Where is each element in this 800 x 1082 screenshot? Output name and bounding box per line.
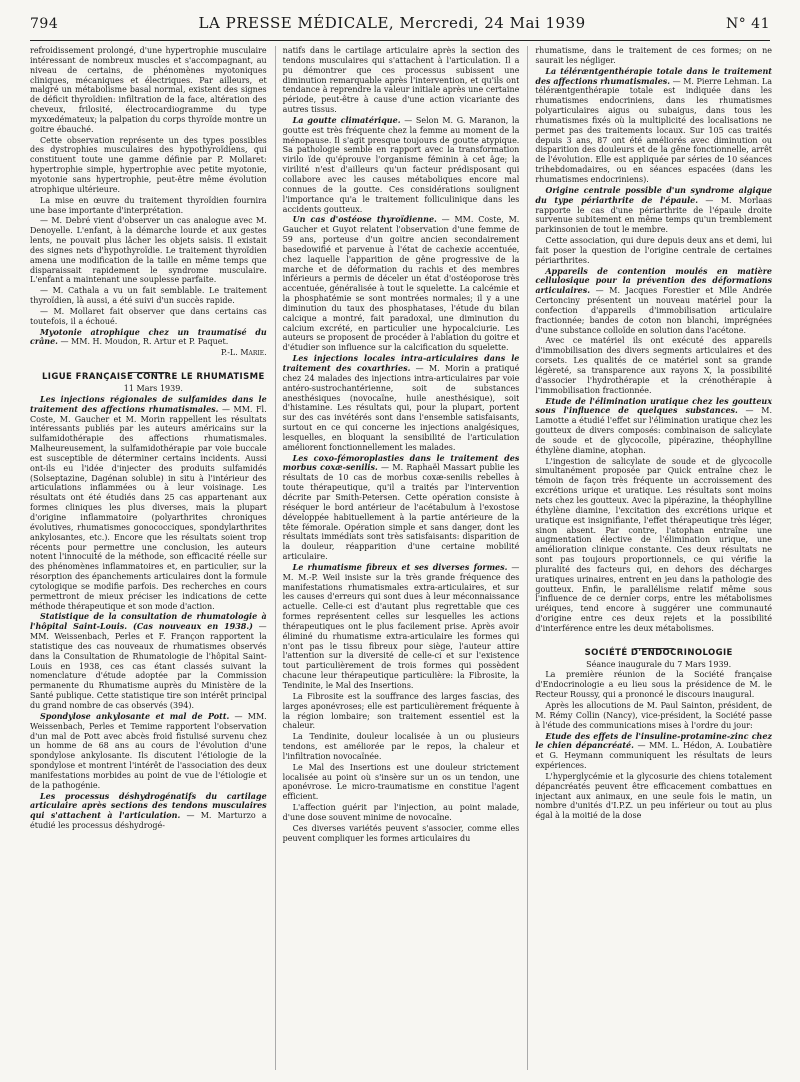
article-title: Les injections locales intra-articulaires dans le traitement des coxarthries. bbox=[282, 353, 520, 373]
article-title: Origine centrale possible d'un syndrome algique du type périarthrite de l'épaule. bbox=[535, 184, 773, 205]
paragraph: rhumatisme, dans le traitement de ces formes; on ne saurait les négliger. bbox=[535, 46, 773, 65]
article-title: Spondylose ankylosante et mal de Pott. bbox=[40, 710, 230, 721]
article-entry bbox=[535, 267, 772, 336]
article-authors: — MM. H. Moudon, R. Artur et P. Paquet. bbox=[57, 337, 229, 347]
paragraph: — M. Debré vient d'observer un cas analogue avec M. Denoyelle. L'enfant, à la démarche lourde et aux gestes lents, ne pouvait plus lâcher les objets saisis. Il existait des signes nets d'hypothyroïdie. Le traitement thyroïdien amena une modification de la taille en même temps que disparaissait rapidement le syndrome musculaire. L'enfant a maintenant une souplesse parfaite. bbox=[30, 216, 267, 285]
article-entry bbox=[30, 612, 267, 710]
column-right bbox=[527, 46, 772, 1070]
article-entry bbox=[283, 354, 520, 452]
article-body: — MM. Weissenbach, Perles et F. Françon rapportent la statistique des cas nouveaux de rhumatismes observés dans la Consultation de Rhumatologie de l'hôpital Saint-Louis en 1938, ces cas étant classés suivant la nomenclature d'étude adoptée par la Commission permanente du Rhumatisme auprès du Ministère de la Santé publique. Cette statistique tire son intérêt principal du grand nombre de cas observés (394). bbox=[30, 622, 267, 710]
article-entry bbox=[30, 328, 267, 348]
article-body: — M. Morin a pratiqué chez 24 malades des injections intra-articulaires par voie antéro-sustrochantérienne, soit de substances anesthésiques (novocaïne, huile anesthésique), soit d'histamine. Les résultats qui, pour la plupart, portent sur des cas invétérés sont dans l'ensemble satisfaisants, surtout en ce qui concerne les injections analgésiques, lesquelles, en bloquant la sensibilité de l'articulation améliorent fonctionnellement les malades. bbox=[282, 364, 520, 452]
paragraph: — M. Mollaret fait observer que dans certains cas toutefois, il a échoué. bbox=[30, 306, 267, 326]
article-body: — M. Pierre Lehman. La téléræntgenthérapie totale est indiquée dans les rhumatismes endocriniens, dans les rhumatismes polyarticulaires aigus ou subaigus, dans tous les rhumatismes fixés où la multiplicité des localisations ne permet pas des traitements locaux. Sur 105 cas traités depuis 3 ans, 87 ont été améliorés avec diminution ou disparition des douleurs et de la gêne fonctionnelle, arrêt de l'évolution. Elle est appliquée par séries de 10 séances trihebdomadaires, ou en séances espacées (dans les rhumatismes endocriniens). bbox=[535, 76, 773, 184]
article-title: Les coxo-fémoroplasties dans le traitement des morbus coxæ-senilis. bbox=[282, 452, 520, 473]
paragraph: La Tendinite, douleur localisée à un ou plusieurs tendons, est améliorée par le repos, la chaleur et l'infiltration novocaïnée. bbox=[282, 732, 520, 761]
article-entry bbox=[535, 397, 772, 456]
paragraph: L'affection guérit par l'injection, au point malade, d'une dose souvent minime de novocaïne. bbox=[282, 803, 520, 822]
article-title: Le rhumatisme fibreux et ses diverses formes. bbox=[292, 561, 508, 572]
issue-number: N° 41 bbox=[725, 16, 770, 32]
article-entry bbox=[30, 792, 267, 831]
paragraph: refroidissement prolongé, d'une hypertrophie musculaire intéressant de nombreux muscles et s'accompagnant, au niveau de certains, de phénomènes myotoniques cliniques, mécaniques et électriques. Par ailleurs, et malgré un métabolisme basal normal, existent des signes de déficit thyroïdien: infiltration de la face, altération des cheveux, frilosité, électrocardiogramme du type myxœdémateux; la palpation du corps thyroïde montre un goitre ébauché. bbox=[30, 46, 267, 134]
paragraph: L'hyperglycémie et la glycosurie des chiens totalement dépancréatés peuvent être efficacement combattues en injectant aux animaux, en une seule fois le matin, un nombre d'unités d'I.P.Z. un peu inférieur ou tout au plus égal à la moitié de la dose bbox=[535, 771, 773, 821]
column-middle bbox=[275, 46, 520, 1070]
paragraph: La mise en œuvre du traitement thyroïdien fournira une base importante d'interprétation. bbox=[30, 195, 267, 215]
article-entry bbox=[283, 116, 520, 214]
signature: P.-L. Marie. bbox=[220, 348, 267, 358]
paragraph: Cette observation représente un des types possibles des dystrophies musculaires des hypothyroïdiens, qui constituent toute une gamme définie par P. Mollaret: hypertrophie simple, hypertrophie avec petite myotonie, myotonie sans hypertrophie, peut-être même évolution atrophique ultérieure. bbox=[30, 135, 267, 194]
journal-title: LA PRESSE MÉDICALE, Mercredi, 24 Mai 1939 bbox=[198, 14, 586, 32]
paragraph: L'ingestion de salicylate de soude et de glycocolle simultanément proposée par Quick entraîne chez le témoin de façon très fréquente un accroissement des excrétions urique et uratique. Les résultats sont moins nets chez les goutteux. Avec la pipérazine, la théophylline éthylène diamine, l'excitation des excrétions urique et uratique est insignifiante, l'effet thérapeutique très léger, sinon absent. Par contre, l'atophan entraîne une augmentation élective de l'élimination urique, une amélioration clinique constante. Ces deux résultats ne sont pas toujours proportionnels, ce qui vérifie la pluralité des facteurs qui, en dehors des décharges uratiques urinaires, entrent en jeu dans la pathologie des goutteux. Enfin, le parallélisme relatif même sous l'influence de ce dernier corps, entre les métabolismes uréiques, tend encore à suggérer une communauté d'origine entre ces deux rejets et la possibilité d'interférence entre les deux métabolismes. bbox=[535, 456, 773, 633]
article-body: — M. M.-P. Weil insiste sur la très grande fréquence des manifestations rhumatismales extra-articulaires, et sur les causes d'erreurs qui sont dues à leur méconnaissance actuelle. Celle-ci est d'autant plus regrettable que ces formes représentent celles sur lesquelles les actions thérapeutiques ont le plus facilement prise. Après avoir éliminé du rhumatisme extra-articulaire les formes qui n'ont pas le tissu fibreux pour siège, l'auteur attire l'attention sur la diversité de celle-ci et sur l'existence tout particulièrement de trois formes qui possèdent chacune leur thérapeutique particulière: la Fibrosite, la Tendinite, le Mal des Insertions. bbox=[282, 562, 520, 690]
article-body: — M. Marturzo a étudié les processus déshydrogé- bbox=[30, 811, 267, 831]
page-header bbox=[30, 14, 770, 41]
article-entry bbox=[535, 67, 772, 185]
article-entry bbox=[535, 186, 772, 235]
section-date: 11 Mars 1939. bbox=[123, 384, 183, 393]
article-entry bbox=[283, 215, 520, 353]
article-entry bbox=[30, 712, 267, 791]
paragraph: Avec ce matériel ils ont exécuté des appareils d'immobilisation des divers segments articulaires et des corsets. Les qualités de ce matériel sont sa grande légèreté, sa transparence aux rayons X, la possibilité d'associer l'hydrothérapie et la crénothérapie à l'immobilisation fractionnée. bbox=[535, 336, 773, 395]
article-title: Etude des effets de l'insuline-protamine-zinc chez le chien dépancréaté. bbox=[535, 730, 773, 751]
article-title: La goutte climatérique. bbox=[292, 114, 401, 125]
paragraph: Après les allocutions de M. Paul Sainton, président, de M. Rémy Collin (Nancy), vice-président, la Société passe à l'étude des communications mises à l'ordre du jour: bbox=[535, 701, 773, 730]
article-body: — MM. Weissenbach, Perles et Temime rapportent l'observation d'un mal de Pott avec abcès froid fistulisé survenu chez un homme de 68 ans au cours de l'évolution d'une spondylose ankylosante. Ils discutent l'étiologie de la spondylose et montrent l'intérêt de l'association des deux manifestations morbides au point de vue de l'étiologie et de la pathogénie. bbox=[30, 711, 267, 790]
paragraph: Le Mal des Insertions est une douleur strictement localisée au point où s'insère sur un os un tendon, une aponévrose. Le micro-traumatisme en constitue l'agent efficient. bbox=[282, 762, 520, 802]
article-title: Les processus déshydrogénatifs du cartilage articulaire après sections des tendons musculaires qui s'attachent à l'articulation. bbox=[30, 790, 267, 821]
article-body: — Selon M. G. Maranon, la goutte est très fréquente chez la femme au moment de la ménopause. Il s'agit presque toujours de goutte atypique. Sa pathologie semble en rapport avec la transformation virilo ïde qu'éprouve l'organisme féminin à cet âge; la virilité n'est d'ailleurs qu'un facteur prédisposant qui collabore avec les causes métaboliques encore mal connues de la goutte. Ces considérations soulignent l'importance qu'a le traitement folliculinique dans les accidents goutteux. bbox=[282, 115, 520, 214]
paragraph: La Fibrosite est la souffrance des larges fascias, des larges aponévroses; elle est particulièrement fréquente à la région lombaire; son traitement essentiel est la chaleur. bbox=[282, 691, 520, 731]
article-title: Statistique de la consultation de rhumatologie à l'hôpital Saint-Louis. (Cas nouveaux en 1938.) bbox=[30, 611, 267, 632]
paragraph: — M. Cathala a vu un fait semblable. Le traitement thyroïdien, là aussi, a été suivi d'un succès rapide. bbox=[30, 286, 267, 306]
article-title: Myotonie atrophique chez un traumatisé du crâne. bbox=[30, 326, 267, 347]
article-body: — M. Lamotte a étudié l'effet sur l'élimination uratique chez les goutteux de divers composés: combinaison de salicylate de soude et de glycocolle, pipérazine, théophylline éthylène diamine, atophan. bbox=[535, 406, 773, 455]
paragraph: natifs dans le cartilage articulaire après la section des tendons musculaires qui s'attachent à l'articulation. Il a pu démontrer que ces processus subissent une diminution remarquable après l'intervention, et qu'ils ont tendance à reprendre la valeur initiale après une certaine période, peut-être à cause d'une action vicariante des autres tissus. bbox=[282, 46, 520, 115]
article-body: — M. Raphaël Massart publie les résultats de 10 cas de morbus coxæ-senilis rebelles à toute thérapeutique, qu'il a traités par l'intervention décrite par Smith-Petersen. Cette opération consiste à réséquer le bord antérieur de l'acétabulum à l'exostose développée habituellement à la partie antérieure de la tête fémorale. Opération simple et sans danger, dont les résultats immédiats sont très satisfaisants: disparition de la douleur, réapparition d'une certaine mobilité articulaire. bbox=[282, 463, 520, 562]
paragraph: Cette association, qui dure depuis deux ans et demi, lui fait poser la question de l'origine centrale de certaines périarthrites. bbox=[535, 236, 773, 265]
article-entry bbox=[535, 732, 772, 771]
text-columns bbox=[30, 46, 772, 1070]
article-entry bbox=[283, 454, 520, 562]
section-heading: SOCIÉTÉ D'ENDOCRINOLOGIE bbox=[584, 647, 733, 658]
article-entry bbox=[30, 395, 267, 612]
paragraph: Ces diverses variétés peuvent s'associer, comme elles peuvent compliquer les formes articulaires du bbox=[282, 823, 520, 843]
paragraph: La première réunion de la Société française d'Endocrinologie a eu lieu sous la présidence de M. le Recteur Roussy, qui a prononcé le discours inaugural. bbox=[535, 670, 773, 700]
article-title: La téléræntgenthérapie totale dans le traitement des affections rhumatismales. bbox=[535, 65, 773, 86]
article-body: — M. Jacques Forestier et Mlle Andrée Certonciny présentent un nouveau matériel pour la confection d'appareils d'immobilisation articulaire fractionnée; bandes de coton non blanchi, imprégnées d'une substance colloïde en solution dans l'acétone. bbox=[535, 286, 773, 335]
article-entry bbox=[283, 563, 520, 691]
article-title: Etude de l'élimination uratique chez les goutteux sous l'influence de quelques substances. bbox=[535, 395, 773, 416]
article-title: Les injections régionales de sulfamides dans le traitement des affections rhumatismales. bbox=[30, 393, 267, 414]
article-body: — M. Morlaas rapporte le cas d'une périarthrite de l'épaule droite survenue subitement en même temps qu'un tremblement parkinsonien de tout le membre. bbox=[535, 195, 773, 235]
article-body: — MM. Coste, M. Gaucher et Guyot relatent l'observation d'une femme de 59 ans, porteuse d'un goitre ancien secondairement basedowifié et parvenue à l'état de cachexie accentuée, chez laquelle l'apparition de gêne progressive de la marche et de déformation du rachis et des membres inférieurs a permis de déceler un état d'ostéoporose très accentuée, généralisée à tout le squelette. La calcémie et la phosphatémie se sont montrées normales; il y a une diminution du taux des phosphatases, l'étude du bilan calcique a montré, fait paradoxal, une diminution du calcium excrété, en particulier une hypocalciurie. Les auteurs se proposent de procéder à l'ablation du goitre et d'étudier son influence sur la calcification du squelette. bbox=[282, 215, 520, 353]
article-body: — MM. L. Hédon, A. Loubatière et G. Heymann communiquent les résultats de leurs expériences. bbox=[535, 741, 773, 771]
page-number: 794 bbox=[30, 16, 59, 32]
article-title: Appareils de contention moulés en matière cellulosique pour la prévention des déformations articulaires. bbox=[535, 265, 773, 296]
article-body: — MM. Fl. Coste, M. Gaucher et M. Morin rappellent les résultats intéressants publiés par les auteurs américains sur la sulfamidothérapie des affections rhumatismales. Malheureusement, la sulfamidothérapie par voie buccale est susceptible de déterminer certains incidents. Aussi ont-ils eu l'idée d'injecter des produits sulfamidés (Solseptazine, Dagénan soluble) in situ à l'intérieur des articulations inflammées ou à leur voisinage. Les résultats ont été étudiés dans 25 cas appartenant aux formes cliniques les plus diverses, mais la plupart d'origine inflammatoire (polyarthrites chroniques évolutives, rhumatismes gonococciques, spondylarthrites ankylosantes, etc.). Encore que les résultats soient trop récents pour permettre une conclusion, les auteurs notent l'innocuité de la méthode, son efficacité réelle sur des phénomènes inflammatoires et, en particulier, sur la résorption des épanchements articulaires dont la formule cytologique se modifie parfois. Des recherches en cours permettront de mieux préciser les indications de cette méthode thérapeutique et son mode d'action. bbox=[30, 404, 267, 611]
column-left bbox=[30, 46, 267, 1070]
article-title: Un cas d'ostéose thyroïdienne. bbox=[292, 214, 437, 225]
section-date: Séance inaugurale du 7 Mars 1939. bbox=[586, 659, 732, 669]
section-heading: LIGUE FRANÇAISE CONTRE LE RHUMATISME bbox=[41, 372, 265, 383]
